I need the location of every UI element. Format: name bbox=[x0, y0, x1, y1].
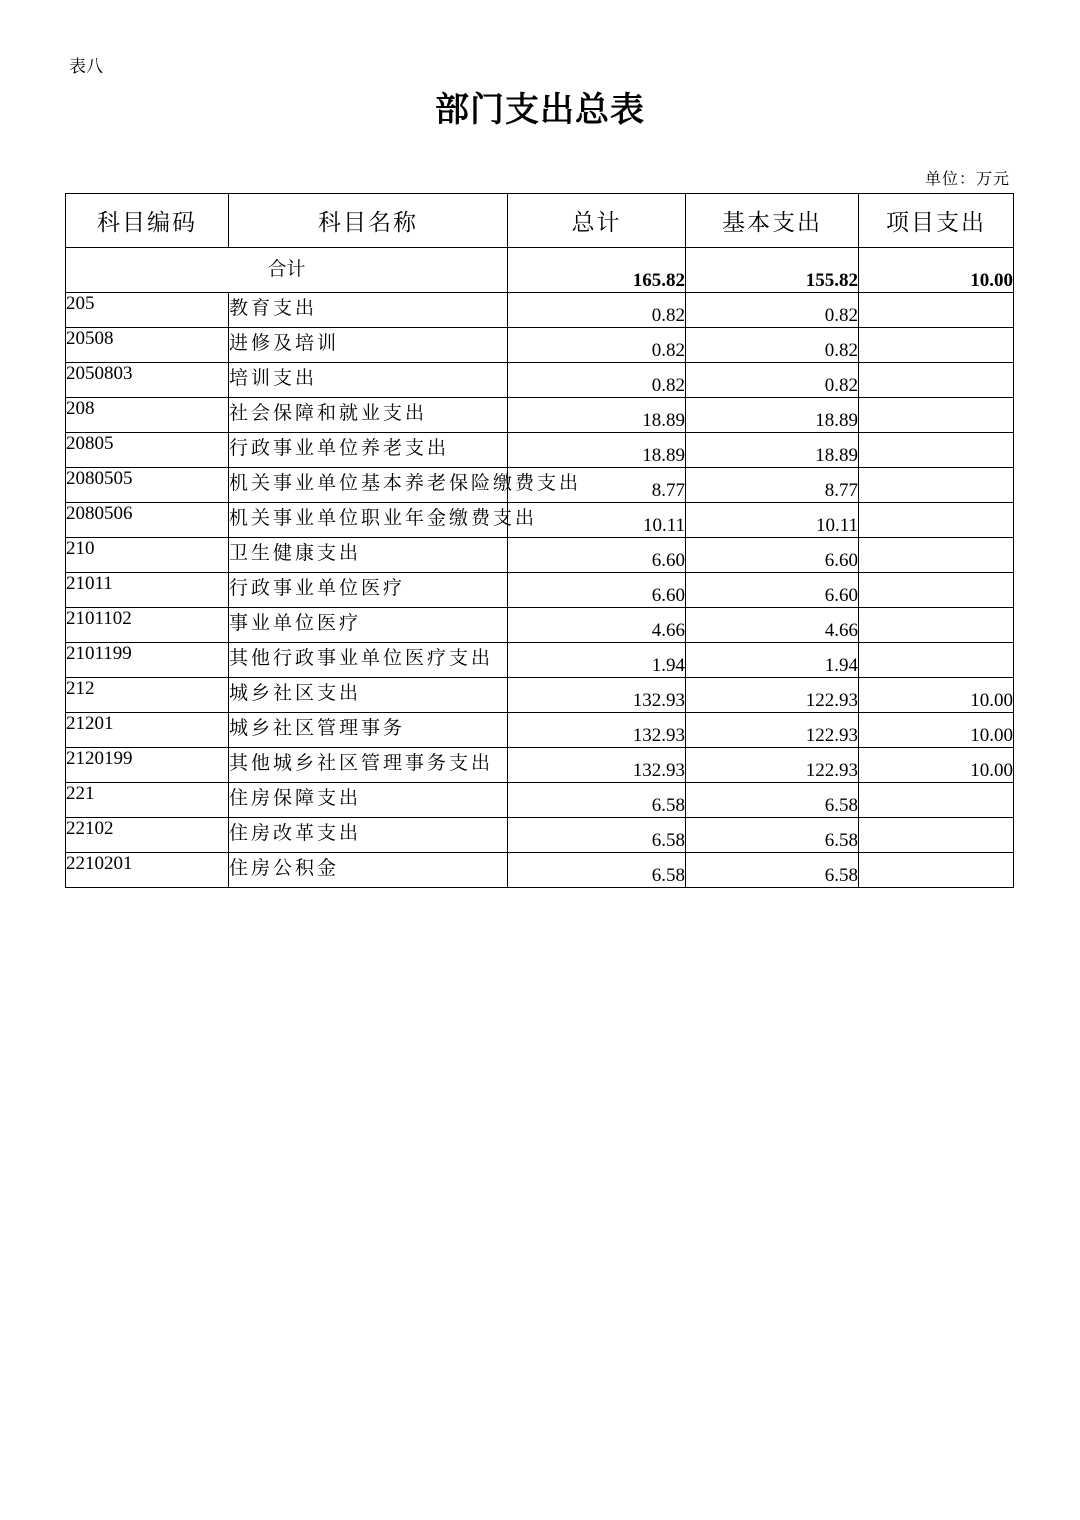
total-basic: 155.82 bbox=[686, 248, 859, 293]
row-basic: 6.60 bbox=[686, 538, 859, 573]
row-basic: 8.77 bbox=[686, 468, 859, 503]
row-code: 205 bbox=[66, 293, 229, 328]
row-project bbox=[859, 853, 1014, 888]
row-code: 20508 bbox=[66, 328, 229, 363]
row-total: 18.89 bbox=[508, 398, 686, 433]
header-name: 科目名称 bbox=[229, 194, 508, 248]
row-total: 6.58 bbox=[508, 853, 686, 888]
row-code: 2050803 bbox=[66, 363, 229, 398]
row-name: 事业单位医疗 bbox=[229, 608, 508, 643]
table-row bbox=[66, 433, 1014, 468]
row-code: 208 bbox=[66, 398, 229, 433]
row-total: 18.89 bbox=[508, 433, 686, 468]
row-code: 21201 bbox=[66, 713, 229, 748]
table-row bbox=[66, 293, 1014, 328]
row-total: 132.93 bbox=[508, 678, 686, 713]
row-project bbox=[859, 573, 1014, 608]
row-code: 21011 bbox=[66, 573, 229, 608]
row-basic: 4.66 bbox=[686, 608, 859, 643]
row-code: 210 bbox=[66, 538, 229, 573]
table-row bbox=[66, 748, 1014, 783]
row-total: 6.58 bbox=[508, 783, 686, 818]
table-row bbox=[66, 538, 1014, 573]
row-basic: 122.93 bbox=[686, 678, 859, 713]
row-total: 10.11 bbox=[508, 503, 686, 538]
row-code: 2120199 bbox=[66, 748, 229, 783]
table-row bbox=[66, 398, 1014, 433]
row-name: 社会保障和就业支出 bbox=[229, 398, 508, 433]
row-project bbox=[859, 608, 1014, 643]
row-basic: 6.60 bbox=[686, 573, 859, 608]
row-project bbox=[859, 468, 1014, 503]
row-name: 教育支出 bbox=[229, 293, 508, 328]
row-code: 221 bbox=[66, 783, 229, 818]
row-project bbox=[859, 398, 1014, 433]
row-total: 8.77 bbox=[508, 468, 686, 503]
row-code: 2080505 bbox=[66, 468, 229, 503]
row-total: 132.93 bbox=[508, 748, 686, 783]
row-code: 22102 bbox=[66, 818, 229, 853]
row-project bbox=[859, 538, 1014, 573]
row-name: 其他行政事业单位医疗支出 bbox=[229, 643, 508, 678]
row-project bbox=[859, 433, 1014, 468]
table-row bbox=[66, 783, 1014, 818]
table-row bbox=[66, 713, 1014, 748]
row-name: 机关事业单位基本养老保险缴费支出 bbox=[229, 468, 508, 503]
row-project: 10.00 bbox=[859, 678, 1014, 713]
header-project: 项目支出 bbox=[859, 194, 1014, 248]
row-project bbox=[859, 363, 1014, 398]
table-row bbox=[66, 468, 1014, 503]
row-basic: 6.58 bbox=[686, 853, 859, 888]
header-code: 科目编码 bbox=[66, 194, 229, 248]
table-row bbox=[66, 853, 1014, 888]
row-name: 城乡社区管理事务 bbox=[229, 713, 508, 748]
row-basic: 18.89 bbox=[686, 398, 859, 433]
total-label: 合计 bbox=[66, 248, 508, 293]
unit-label: 单位：万元 bbox=[924, 169, 1010, 188]
row-code: 212 bbox=[66, 678, 229, 713]
total-row bbox=[66, 248, 1014, 293]
page-title: 部门支出总表 bbox=[435, 90, 645, 130]
row-total: 4.66 bbox=[508, 608, 686, 643]
total-sum: 165.82 bbox=[508, 248, 686, 293]
row-total: 0.82 bbox=[508, 363, 686, 398]
row-basic: 0.82 bbox=[686, 363, 859, 398]
table-row bbox=[66, 363, 1014, 398]
row-code: 2210201 bbox=[66, 853, 229, 888]
row-project bbox=[859, 503, 1014, 538]
row-name: 卫生健康支出 bbox=[229, 538, 508, 573]
table-row bbox=[66, 608, 1014, 643]
row-name: 机关事业单位职业年金缴费支出 bbox=[229, 503, 508, 538]
row-project bbox=[859, 818, 1014, 853]
row-project bbox=[859, 643, 1014, 678]
row-basic: 0.82 bbox=[686, 293, 859, 328]
table-row bbox=[66, 328, 1014, 363]
row-project bbox=[859, 328, 1014, 363]
header-row bbox=[66, 194, 1014, 248]
table-row bbox=[66, 643, 1014, 678]
table-label: 表八 bbox=[69, 57, 103, 77]
row-name: 住房保障支出 bbox=[229, 783, 508, 818]
row-basic: 1.94 bbox=[686, 643, 859, 678]
expenditure-table bbox=[65, 193, 1014, 888]
header-total: 总计 bbox=[508, 194, 686, 248]
row-total: 132.93 bbox=[508, 713, 686, 748]
row-basic: 0.82 bbox=[686, 328, 859, 363]
row-code: 2101102 bbox=[66, 608, 229, 643]
row-code: 2080506 bbox=[66, 503, 229, 538]
row-name: 培训支出 bbox=[229, 363, 508, 398]
header-basic: 基本支出 bbox=[686, 194, 859, 248]
row-code: 20805 bbox=[66, 433, 229, 468]
row-project: 10.00 bbox=[859, 748, 1014, 783]
total-project: 10.00 bbox=[859, 248, 1014, 293]
row-total: 6.60 bbox=[508, 573, 686, 608]
row-project: 10.00 bbox=[859, 713, 1014, 748]
table-row bbox=[66, 503, 1014, 538]
row-basic: 6.58 bbox=[686, 783, 859, 818]
row-basic: 6.58 bbox=[686, 818, 859, 853]
row-total: 6.60 bbox=[508, 538, 686, 573]
row-project bbox=[859, 293, 1014, 328]
row-total: 0.82 bbox=[508, 293, 686, 328]
row-name: 其他城乡社区管理事务支出 bbox=[229, 748, 508, 783]
row-basic: 18.89 bbox=[686, 433, 859, 468]
row-basic: 122.93 bbox=[686, 713, 859, 748]
row-total: 1.94 bbox=[508, 643, 686, 678]
row-basic: 122.93 bbox=[686, 748, 859, 783]
table-row bbox=[66, 678, 1014, 713]
row-total: 0.82 bbox=[508, 328, 686, 363]
row-name: 行政事业单位医疗 bbox=[229, 573, 508, 608]
table-row bbox=[66, 573, 1014, 608]
row-name: 住房改革支出 bbox=[229, 818, 508, 853]
row-name: 进修及培训 bbox=[229, 328, 508, 363]
row-total: 6.58 bbox=[508, 818, 686, 853]
row-name: 行政事业单位养老支出 bbox=[229, 433, 508, 468]
row-name: 住房公积金 bbox=[229, 853, 508, 888]
row-basic: 10.11 bbox=[686, 503, 859, 538]
row-code: 2101199 bbox=[66, 643, 229, 678]
row-name: 城乡社区支出 bbox=[229, 678, 508, 713]
row-project bbox=[859, 783, 1014, 818]
table-row bbox=[66, 818, 1014, 853]
